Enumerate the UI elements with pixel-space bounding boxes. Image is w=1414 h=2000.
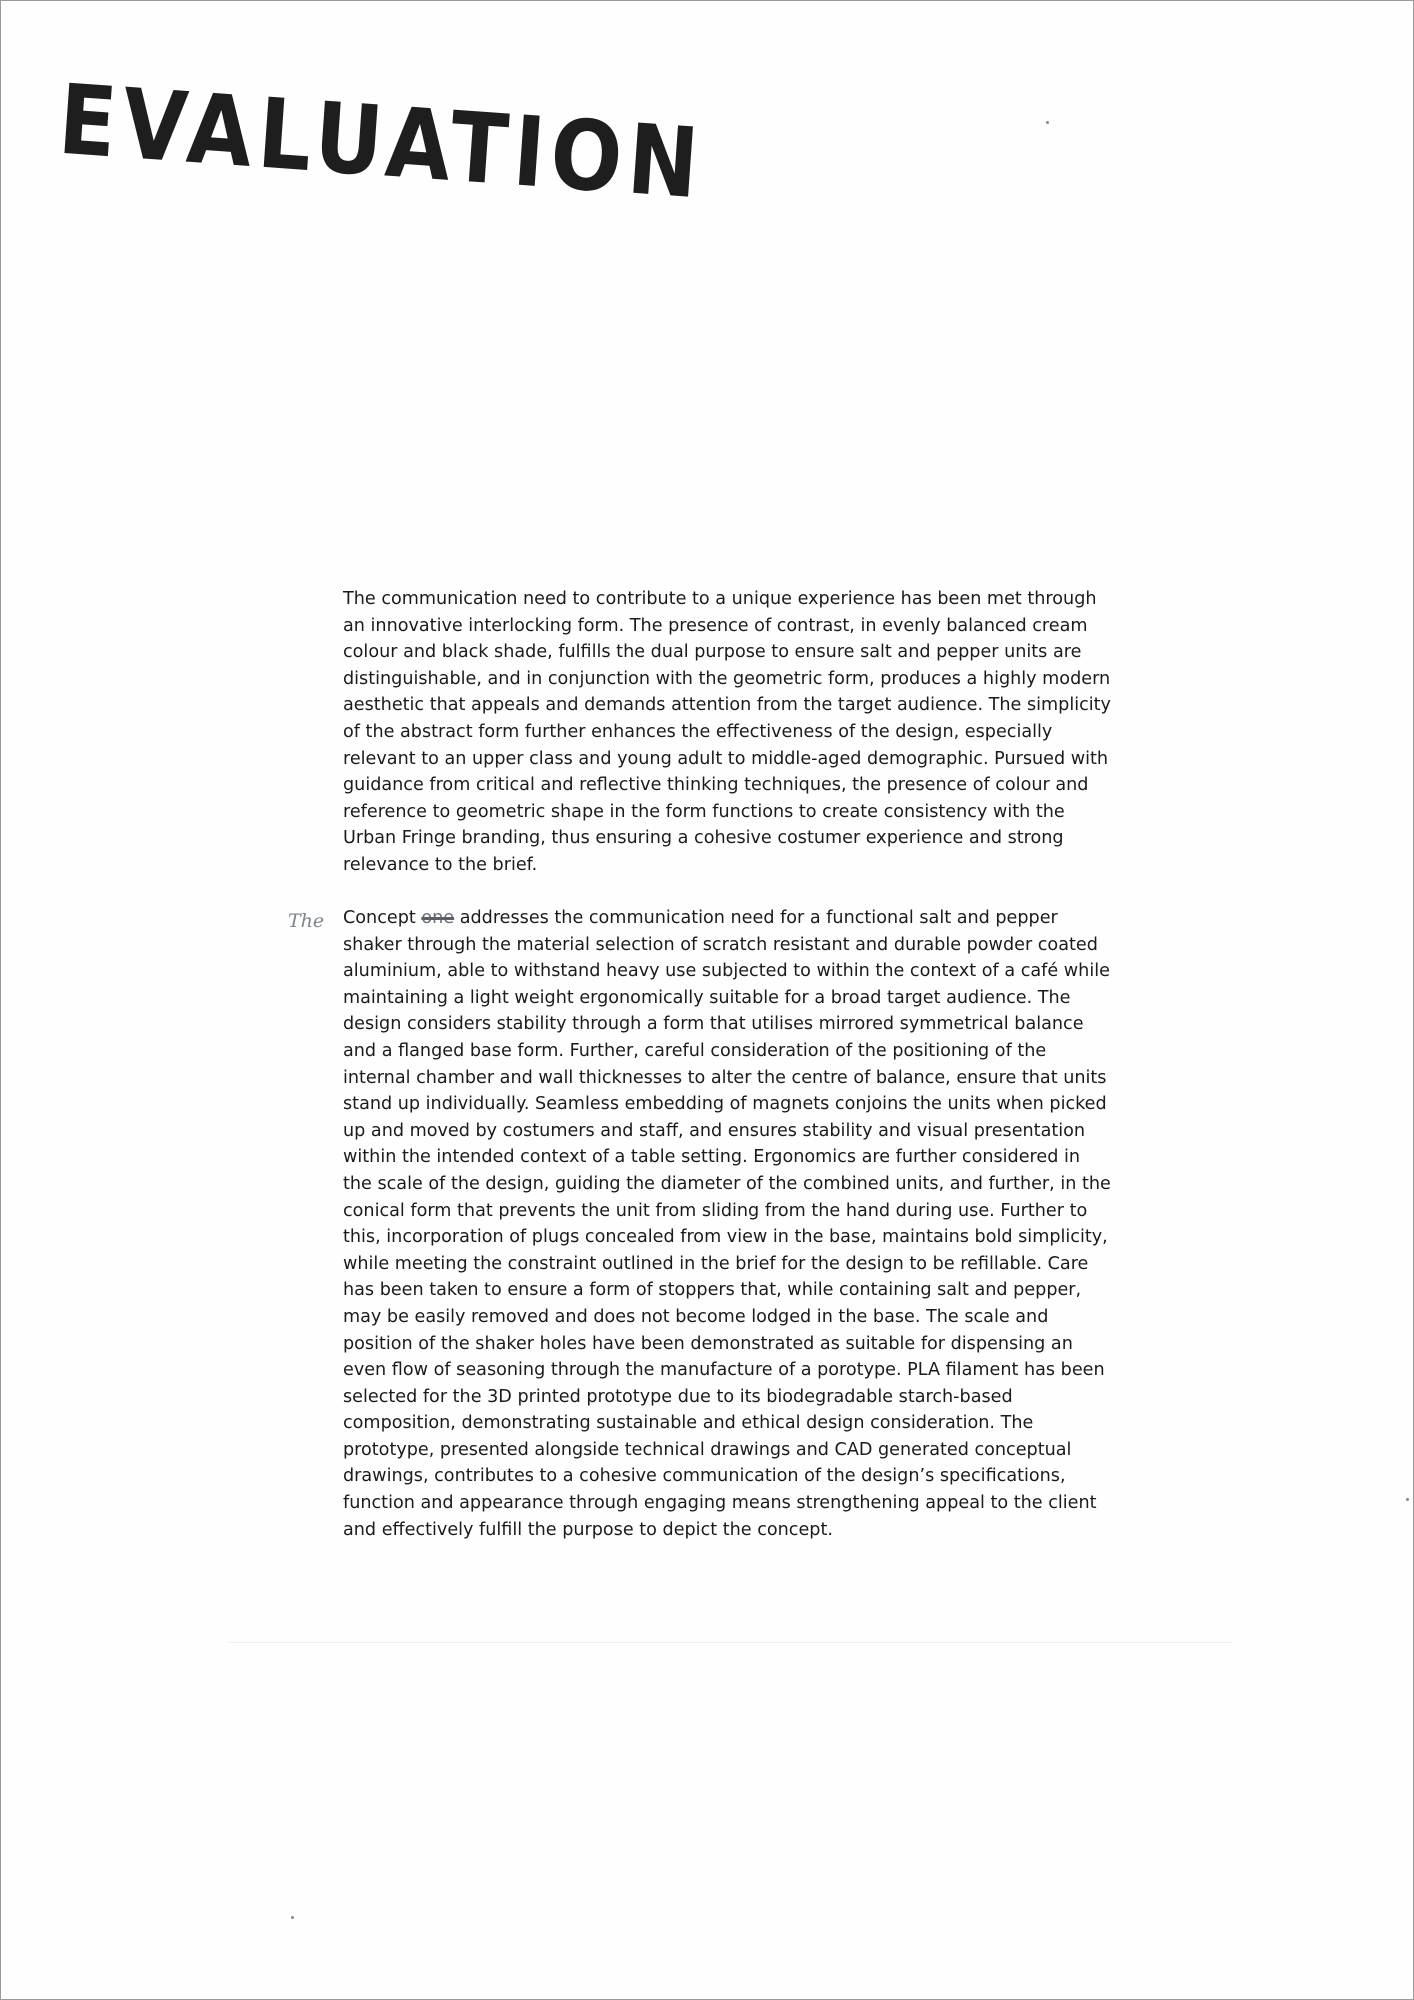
page-heading: EVALUATION (55, 63, 709, 221)
scan-speck (1046, 121, 1049, 124)
scan-speck (291, 1916, 294, 1919)
paragraph-2-lead: Concept (343, 908, 416, 928)
faint-divider-line (229, 1642, 1233, 1643)
evaluation-paragraph-1: The communication need to contribute to a unique experience has been met through an innovative interlocking form. The presence of contrast, in evenly balanced cream colour and black shade, fulfills the dual purpose to ensure salt and pepper units are distinguishable, and in conjunction with the geometric form, produces a highly modern aesthetic that appeals and demands attention from the target audience. The simplicity of the abstract form further enhances the effectiveness of the design, especially relevant to an upper class and young adult to middle-aged demographic. Pursued with guidance from critical and reflective thinking techniques, the presence of colour and reference to geometric shape in the form functions to create consistency with the Urban Fringe branding, thus ensuring a cohesive costumer experience and strong relevance to the brief. (343, 589, 1111, 875)
scan-speck (1406, 1498, 1409, 1501)
paragraph-2-body: addresses the communication need for a functional salt and pepper shaker through the material selection of scratch resistant and durable powder coated aluminium, able to withstand heavy use subjected to within the context of a café while maintaining a light weight ergonomically suitable for a broad target audience. The design considers stability through a form that utilises mirrored symmetrical balance and a flanged base form. Further, careful consideration of the positioning of the internal chamber and wall thicknesses to alter the centre of balance, ensure that units stand up individually. Seamless embedding of magnets conjoins the units when picked up and moved by costumers and staff, and ensures stability and visual presentation within the intended context of a table setting. Ergonomics are further considered in the scale of the design, guiding the diameter of the combined units, and further, in the conical form that prevents the unit from sliding from the hand during use. Further to this, incorporation of plugs concealed from view in the base, maintains bold simplicity, while meeting the constraint outlined in the brief for the design to be refillable. Care has been taken to ensure a form of stoppers that, while containing salt and pepper, may be easily removed and does not become lodged in the base. The scale and position of the shaker holes have been demonstrated as suitable for dispensing an even flow of seasoning through the manufacture of a porotype. PLA filament has been selected for the 3D printed prototype due to its biodegradable starch-based composition, demonstrating sustainable and ethical design consideration. The prototype, presented alongside technical drawings and CAD generated conceptual drawings, contributes to a cohesive communication of the design’s specifications, function and appearance through engaging means strengthening appeal to the client and effectively fulfill the purpose to depict the concept. (343, 908, 1111, 1540)
evaluation-paragraph-2 (343, 905, 1113, 1543)
handwritten-margin-note: The (288, 910, 325, 932)
struck-out-word: one (421, 908, 455, 928)
